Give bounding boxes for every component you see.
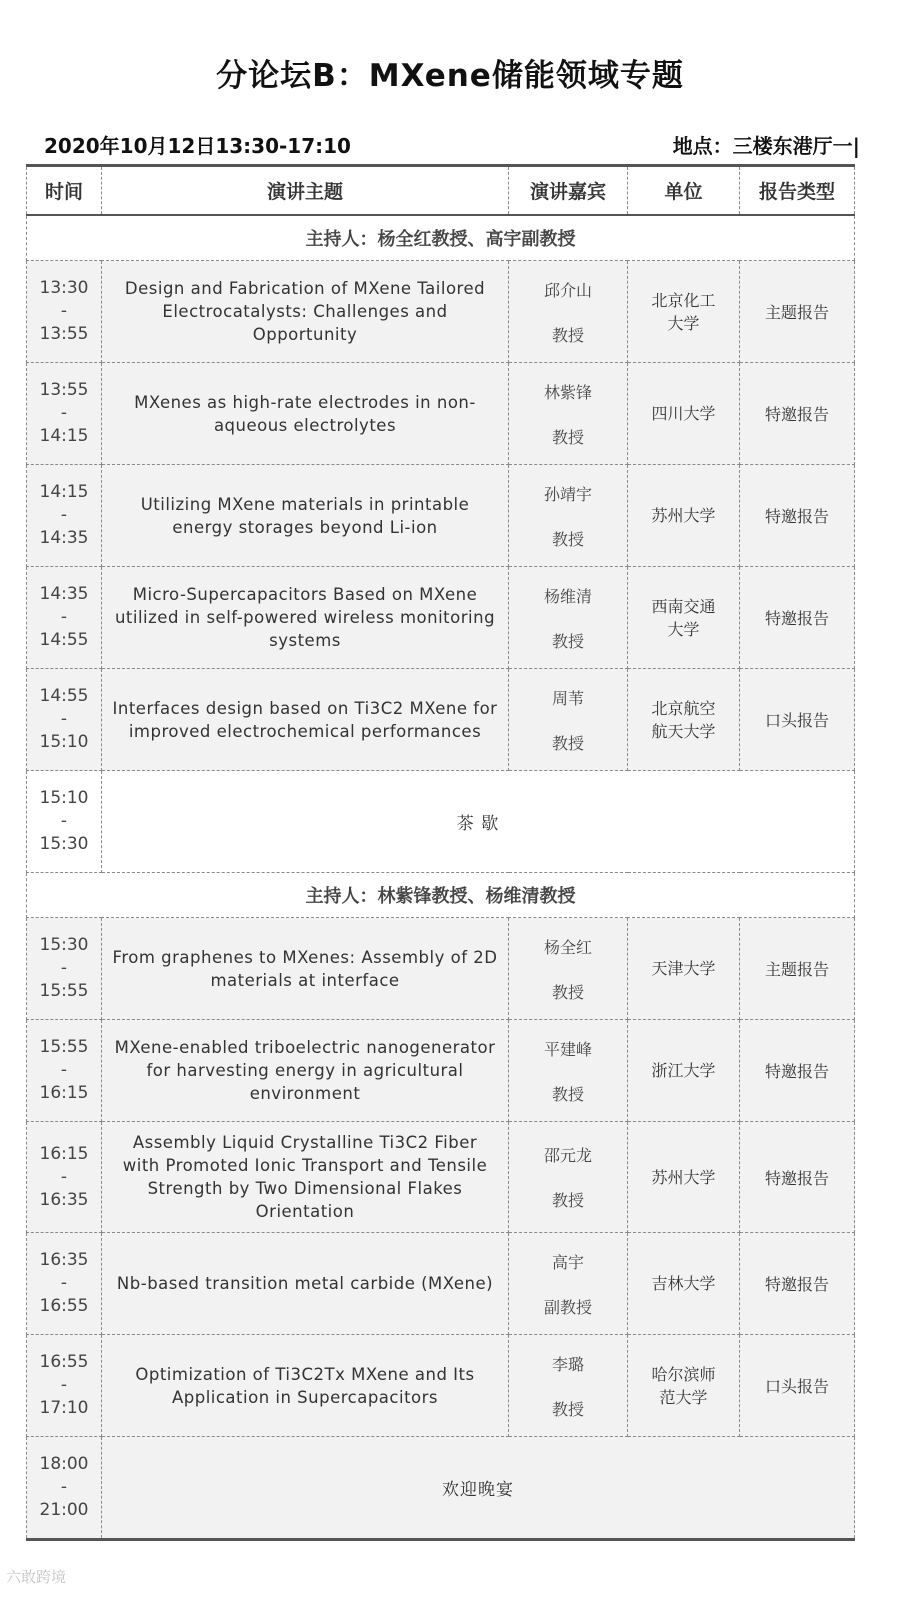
start-time: 15:30 (39, 935, 89, 955)
speaker-title: 教授 (551, 733, 584, 753)
speaker-title: 教授 (551, 982, 584, 1002)
start-time: 14:15 (39, 482, 89, 502)
speaker-title: 教授 (551, 1399, 584, 1419)
start-time: 14:55 (39, 686, 89, 706)
talk-unit: 西南交通大学 (628, 567, 740, 669)
page-title: 分论坛B：MXene储能领域专题 (216, 58, 684, 94)
talk-row (27, 669, 855, 771)
talk-time (27, 1122, 102, 1233)
speaker-name: 高宇 (551, 1252, 584, 1272)
speaker-name: 邵元龙 (543, 1146, 592, 1165)
time-dash: - (60, 1477, 68, 1497)
talk-speaker (509, 1122, 628, 1233)
host-row (27, 215, 855, 261)
talk-row (27, 363, 855, 465)
start-time: 14:35 (39, 584, 89, 604)
end-time: 16:35 (39, 1189, 89, 1210)
talk-time (27, 1335, 102, 1437)
talk-topic: Interfaces design based on Ti3C2 MXene for improved electrochemical performances (102, 669, 509, 771)
break-row (27, 1437, 855, 1540)
talk-type: 口头报告 (740, 1335, 855, 1437)
start-time: 16:35 (39, 1250, 89, 1270)
end-time: 21:00 (39, 1500, 89, 1520)
talk-type: 口头报告 (740, 669, 855, 771)
talk-topic: MXene-enabled triboelectric nanogenerator for harvesting energy in agricultural environment (102, 1020, 509, 1122)
break-time (27, 1437, 102, 1540)
time-dash: - (60, 505, 68, 525)
end-time: 14:55 (39, 630, 89, 650)
break-label: 欢迎晚宴 (102, 1437, 855, 1540)
speaker-title: 教授 (551, 325, 584, 345)
speaker-title: 教授 (551, 1191, 584, 1210)
talk-type: 主题报告 (740, 261, 855, 363)
start-time: 16:15 (39, 1143, 89, 1164)
talk-speaker (509, 1335, 628, 1437)
speaker-name: 杨维清 (543, 586, 592, 606)
talk-speaker (509, 465, 628, 567)
header-time: 时间 (27, 166, 102, 216)
talk-time (27, 1020, 102, 1122)
start-time: 18:00 (39, 1454, 89, 1474)
talk-speaker (509, 918, 628, 1020)
talk-unit: 哈尔滨师范大学 (628, 1335, 740, 1437)
speaker-title: 教授 (551, 529, 584, 549)
break-row (27, 771, 855, 873)
event-date: 2020年10月12日13:30-17:10 (44, 134, 351, 158)
talk-unit: 吉林大学 (628, 1233, 740, 1335)
time-dash: - (60, 403, 68, 423)
talk-topic: Utilizing MXene materials in printable energy storages beyond Li-ion (102, 465, 509, 567)
break-time (27, 771, 102, 873)
event-location: 地点：三楼东港厅一| (672, 134, 860, 158)
talk-topic: Assembly Liquid Crystalline Ti3C2 Fiber with Promoted Ionic Transport and Tensile Strength by Two Dimensional Flakes Orientation (102, 1122, 509, 1233)
header-speaker: 演讲嘉宾 (509, 166, 628, 216)
time-dash: - (60, 301, 68, 321)
talk-type: 特邀报告 (740, 465, 855, 567)
speaker-name: 平建峰 (543, 1039, 592, 1059)
time-dash: - (60, 1166, 68, 1187)
speaker-name: 杨全红 (543, 937, 592, 957)
start-time: 13:55 (39, 380, 89, 400)
end-time: 13:55 (39, 324, 89, 344)
talk-unit: 苏州大学 (628, 465, 740, 567)
talk-topic: Nb-based transition metal carbide (MXene) (102, 1233, 509, 1335)
talk-unit: 北京航空航天大学 (628, 669, 740, 771)
end-time: 14:35 (39, 528, 89, 548)
talk-type: 特邀报告 (740, 1020, 855, 1122)
end-time: 17:10 (39, 1398, 89, 1418)
end-time: 15:30 (39, 834, 89, 854)
talk-row (27, 567, 855, 669)
talk-row (27, 465, 855, 567)
talk-topic: Micro-Supercapacitors Based on MXene utilized in self-powered wireless monitoring systems (102, 567, 509, 669)
talk-speaker (509, 363, 628, 465)
time-dash: - (60, 1060, 68, 1080)
talk-type: 特邀报告 (740, 363, 855, 465)
time-dash: - (60, 607, 68, 627)
schedule-table (26, 164, 855, 1541)
time-dash: - (60, 811, 68, 831)
speaker-name: 邱介山 (543, 280, 592, 300)
header-topic: 演讲主题 (102, 166, 509, 216)
talk-time (27, 261, 102, 363)
talk-topic: Design and Fabrication of MXene Tailored Electrocatalysts: Challenges and Opportunity (102, 261, 509, 363)
talk-type: 特邀报告 (740, 567, 855, 669)
talk-topic: MXenes as high-rate electrodes in non-aqueous electrolytes (102, 363, 509, 465)
talk-type: 特邀报告 (740, 1122, 855, 1233)
end-time: 15:55 (39, 981, 89, 1001)
talk-time (27, 1233, 102, 1335)
talk-type: 主题报告 (740, 918, 855, 1020)
talk-topic: From graphenes to MXenes: Assembly of 2D materials at interface (102, 918, 509, 1020)
speaker-title: 副教授 (543, 1297, 592, 1317)
speaker-title: 教授 (551, 1084, 584, 1104)
speaker-title: 教授 (551, 427, 584, 447)
talk-time (27, 669, 102, 771)
talk-speaker (509, 567, 628, 669)
talk-time (27, 465, 102, 567)
header-type: 报告类型 (740, 166, 855, 216)
time-dash: - (60, 958, 68, 978)
talk-row (27, 1335, 855, 1437)
talk-time (27, 567, 102, 669)
speaker-name: 周苇 (551, 688, 584, 708)
header-row (27, 166, 855, 216)
start-time: 13:30 (39, 278, 89, 298)
talk-row (27, 261, 855, 363)
talk-row (27, 1020, 855, 1122)
talk-unit: 浙江大学 (628, 1020, 740, 1122)
host-label: 主持人：杨全红教授、高宇副教授 (27, 215, 855, 261)
host-row (27, 873, 855, 918)
talk-speaker (509, 1020, 628, 1122)
talk-type: 特邀报告 (740, 1233, 855, 1335)
talk-topic: Optimization of Ti3C2Tx MXene and Its Application in Supercapacitors (102, 1335, 509, 1437)
host-label: 主持人：林紫锋教授、杨维清教授 (27, 873, 855, 918)
talk-row (27, 918, 855, 1020)
end-time: 15:10 (39, 732, 89, 752)
schedule-body (27, 215, 855, 1540)
time-dash: - (60, 1375, 68, 1395)
break-label: 茶 歇 (102, 771, 855, 873)
time-dash: - (60, 709, 68, 729)
talk-row (27, 1233, 855, 1335)
end-time: 16:15 (39, 1083, 89, 1103)
talk-row (27, 1122, 855, 1233)
talk-speaker (509, 1233, 628, 1335)
talk-unit: 苏州大学 (628, 1122, 740, 1233)
talk-speaker (509, 261, 628, 363)
speaker-name: 林紫锋 (543, 382, 592, 402)
talk-time (27, 918, 102, 1020)
speaker-name: 孙靖宇 (543, 484, 592, 504)
start-time: 15:10 (39, 788, 89, 808)
talk-speaker (509, 669, 628, 771)
speaker-name: 李璐 (551, 1354, 584, 1374)
talk-unit: 四川大学 (628, 363, 740, 465)
talk-unit: 北京化工大学 (628, 261, 740, 363)
speaker-title: 教授 (551, 631, 584, 651)
talk-unit: 天津大学 (628, 918, 740, 1020)
watermark: 六敢跨境 (6, 1568, 67, 1586)
end-time: 14:15 (39, 426, 89, 446)
start-time: 15:55 (39, 1037, 89, 1057)
end-time: 16:55 (39, 1296, 89, 1316)
talk-time (27, 363, 102, 465)
start-time: 16:55 (39, 1352, 89, 1372)
time-dash: - (60, 1273, 68, 1293)
header-unit: 单位 (628, 166, 740, 216)
